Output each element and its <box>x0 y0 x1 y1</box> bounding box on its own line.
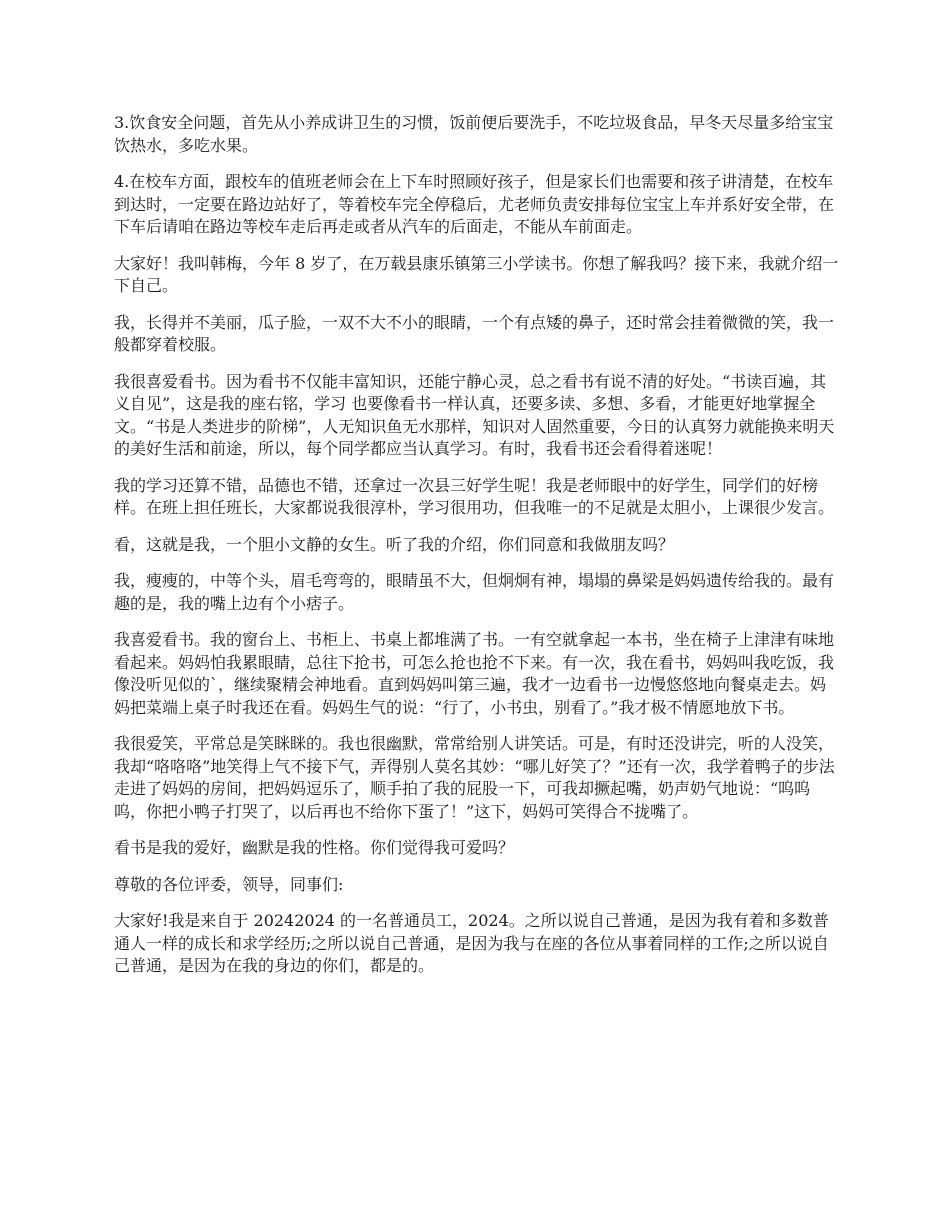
paragraph-hobby-summary: 看书是我的爱好，幽默是我的性格。你们觉得我可爱吗？ <box>114 838 515 857</box>
paragraph-school-bus: 4.在校车方面，跟校车的值班老师会在上下车时照顾好孩子，但是家长们也需要和孩子讲清楚，在校车到达时，一定要在路边站好了，等着校车完全停稳后，尤老师负责安排每位宝宝上车并系好安全带，在下车后请咱在路边等校车走后再走或者从汽车的后面走，不能从车前面走。 <box>114 172 835 236</box>
paragraph-appearance-2: 我，瘦瘦的，中等个头，眉毛弯弯的，眼睛虽不大，但炯炯有神，塌塌的鼻梁是妈妈遗传给我的。最有趣的是，我的嘴上边有个小痞子。 <box>114 571 835 613</box>
paragraph-salutation: 尊敬的各位评委，领导，同事们: <box>114 874 344 894</box>
paragraph-self-intro: 大家好！我叫韩梅，今年 8 岁了，在万载县康乐镇第三小学读书。你想了解我吗？接下来，我就介绍一下自己。 <box>114 253 839 295</box>
paragraph-appearance: 我，长得并不美丽，瓜子脸，一双不大不小的眼睛，一个有点矮的鼻子，还时常会挂着微微的笑，我一般都穿着校服。 <box>114 312 835 354</box>
paragraph-diet-safety: 3.饮食安全问题，首先从小养成讲卫生的习惯，饭前便后要洗手，不吃垃圾食品，早冬天尽量多给宝宝饮热水，多吃水果。 <box>114 113 834 155</box>
paragraph-speech-intro: 大家好!我是来自于 20242024 的一名普通员工，2024。之所以说自己普通，是因为我有着和多数普通人一样的成长和求学经历;之所以说自己普通，是因为我与在座的各位从事着同样的工作;之所以说自己普通，是因为在我的身边的你们，都是的。 <box>114 911 829 975</box>
paragraph-reading-story: 我喜爱看书。我的窗台上、书柜上、书桌上都堆满了书。一有空就拿起一本书，坐在椅子上津津有味地看起来。妈妈怕我累眼睛，总往下抢书，可怎么抢也抢不下来。有一次，我在看书，妈妈叫我吃饭，我像没听见似的`，继续聚精会神地看。直到妈妈叫第三遍，我才一边看书一边慢悠悠地向餐桌走去。妈妈把菜端上桌子时我还在看。妈妈生气的说：“行了，小书虫，别看了。”我才极不情愿地放下书。 <box>114 630 835 717</box>
paragraph-study: 我的学习还算不错，品德也不错，还拿过一次县三好学生呢！我是老师眼中的好学生，同学们的好榜样。在班上担任班长，大家都说我很淳朴，学习很用功，但我唯一的不足就是太胆小，上课很少发言。 <box>114 475 835 517</box>
paragraph-shy-girl: 看，这就是我，一个胆小文静的女生。听了我的介绍，你们同意和我做朋友吗？ <box>114 534 675 554</box>
paragraph-love-reading: 我很喜爱看书。因为看书不仅能丰富知识，还能宁静心灵，总之看书有说不清的好处。“书读百遍，其义自见”，这是我的座右铭，学习 也要像看书一样认真，还要多读、多想、多看，才能更好地掌握全文。“书是人类进步的阶梯”，人无知识鱼无水那样，知识对人固然重要，今日的认真努力就能换来明天的美好生活和前途，所以，每个同学都应当认真学习。有时，我看书还会看得着迷呢！ <box>114 371 835 458</box>
paragraph-humor: 我很爱笑，平常总是笑眯眯的。我也很幽默，常常给别人讲笑话。可是，有时还没讲完，听的人没笑，我却“咯咯咯”地笑得上气不接下气，弄得别人莫名其妙：“哪儿好笑了？”还有一次，我学着鸭子的步法走进了妈妈的房间，把妈妈逗乐了，顺手拍了我的屁股一下，可我却撅起嘴，奶声奶气地说：“呜呜呜，你把小鸭子打哭了，以后再也不给你下蛋了！”这下，妈妈可笑得合不拢嘴了。 <box>114 734 835 821</box>
